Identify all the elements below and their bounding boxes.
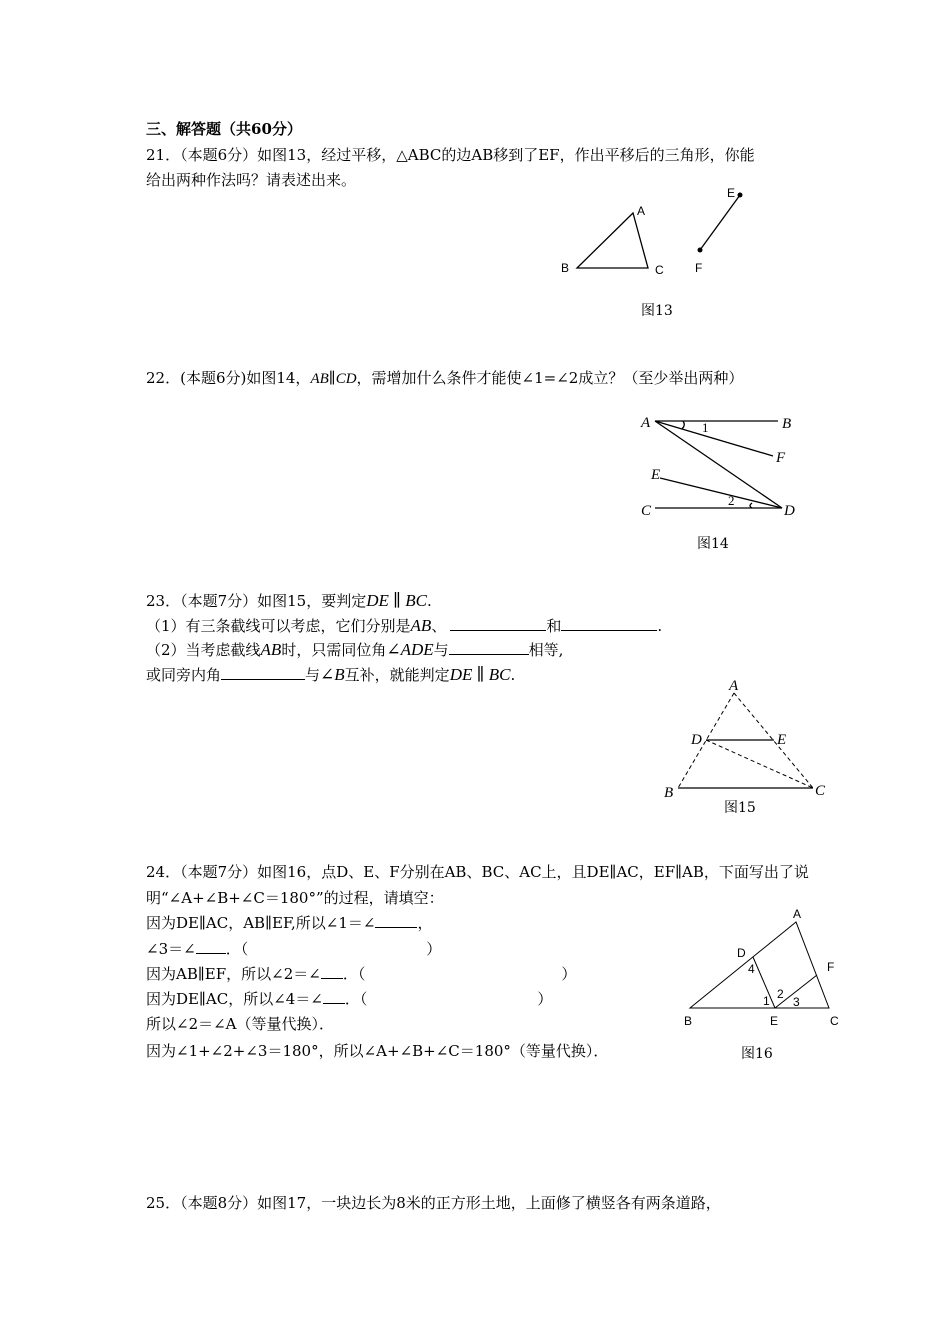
q23-line3-math2: ∠ADE <box>386 640 434 659</box>
section-title: 三、解答题（共60分） <box>146 120 302 138</box>
label-f: F <box>776 450 786 466</box>
q23-line2-sep: 、 <box>431 617 447 635</box>
angle-1-label: 1 <box>763 994 770 1008</box>
q23-line4-mid: 互补，就能判定 <box>344 666 450 684</box>
label-b: B <box>684 1014 693 1028</box>
label-d: D <box>691 732 702 748</box>
q23-line1-text: 23．（本题7分）如图15，要判定 <box>146 592 367 610</box>
q24-line6-c: ） <box>537 990 553 1008</box>
angle-3-label: 3 <box>793 995 800 1009</box>
label-e: E <box>770 1014 779 1028</box>
q24-line6-b: ．（ <box>344 990 368 1008</box>
q24-line5-a: 因为AB∥EF，所以∠2＝∠ <box>146 965 321 983</box>
label-b: B <box>561 261 570 275</box>
q25-line1: 25．（本题8分）如图17，一块边长为8米的正方形土地，上面修了横竖各有两条道路， <box>146 1194 721 1212</box>
triangle-abc <box>690 922 829 1008</box>
q23-line2-math: AB <box>410 616 432 635</box>
q24-line6-a: 因为DE∥AC，所以∠4＝∠ <box>146 990 323 1008</box>
label-c: C <box>655 263 664 277</box>
figure-15-caption: 图15 <box>724 800 756 816</box>
q23-line2-and: 和 <box>546 617 562 635</box>
q23-line3-math1: AB <box>260 640 282 659</box>
label-c: C <box>830 1014 839 1028</box>
label-a: A <box>729 678 739 694</box>
q24-line8: 因为∠1+∠2+∠3＝180°，所以∠A+∠B+∠C＝180°（等量代换）． <box>146 1042 609 1060</box>
label-a: A <box>793 907 802 921</box>
label-c: C <box>641 503 652 519</box>
angle-4-label: 4 <box>748 962 755 976</box>
q23-line4-math1: ∠B <box>320 665 345 684</box>
q24-line4-b: ．（ <box>225 940 249 958</box>
q23-line2-text: （1）有三条截线可以考虑，它们分别是 <box>146 617 411 635</box>
label-c: C <box>815 783 826 799</box>
angle-2-label: 2 <box>728 493 735 508</box>
q24-line3-b: ， <box>417 914 433 932</box>
label-b: B <box>664 785 674 801</box>
q22-prefix: 22．(本题6分)如图14， <box>146 369 311 387</box>
label-e: E <box>651 467 661 483</box>
q23-line4-text: 或同旁内角 <box>146 666 222 684</box>
angle-2-label: 2 <box>777 987 784 1001</box>
q23-line4-math2: DE ∥ BC <box>449 665 511 684</box>
label-f: F <box>827 960 835 974</box>
q23-line3-text: （2）当考虑截线 <box>146 641 261 659</box>
figure-14-caption: 图14 <box>697 536 729 552</box>
label-f: F <box>695 261 703 275</box>
q22-math: AB∥CD <box>310 371 357 387</box>
figure-13-caption: 图13 <box>641 303 673 319</box>
q23-line1-end: . <box>426 592 432 610</box>
q23-line2-end: . <box>657 617 663 635</box>
q24-line5-b: ．（ <box>342 965 366 983</box>
q24-line4-c: ） <box>426 940 442 958</box>
figure-16-caption: 图16 <box>741 1046 773 1062</box>
q21-line2: 给出两种作法吗？请表述出来。 <box>146 171 357 189</box>
q24-line7: 所以∠2＝∠A（等量代换）． <box>146 1015 335 1033</box>
q24-line4-a: ∠3＝∠ <box>146 940 196 958</box>
label-d: D <box>784 503 795 519</box>
label-b: B <box>782 416 792 432</box>
q23-line3-with: 与 <box>433 641 449 659</box>
label-e: E <box>777 732 787 748</box>
q21-line1: 21．（本题6分）如图13，经过平移，△ABC的边AB移到了EF，作出平移后的三角形，你能 <box>146 146 755 164</box>
q23-line4-end: . <box>510 666 516 684</box>
q23-line4-with: 与 <box>305 666 321 684</box>
q24-line1: 24．（本题7分）如图16，点D、E、F分别在AB、BC、AC上，且DE∥AC，EF∥AB，下面写出了说 <box>146 863 809 881</box>
label-d: D <box>737 946 746 960</box>
q23-line3-mid: 时，只需同位角 <box>281 641 387 659</box>
label-e: E <box>727 186 736 200</box>
q24-line2: 明“∠A+∠B+∠C＝180°”的过程，请填空： <box>146 889 444 907</box>
q23-line1-math: DE ∥ BC <box>366 591 427 610</box>
q24-line5-c: ） <box>561 965 577 983</box>
label-a: A <box>637 204 646 218</box>
label-a: A <box>641 415 651 431</box>
angle-1-label: 1 <box>702 420 709 435</box>
q23-line3-end: 相等, <box>528 641 564 659</box>
q22-suffix: ，需增加什么条件才能使∠1=∠2成立？（至少举出两种） <box>356 369 744 387</box>
q24-line3-a: 因为DE∥AC，AB∥EF,所以∠1＝∠ <box>146 914 376 932</box>
